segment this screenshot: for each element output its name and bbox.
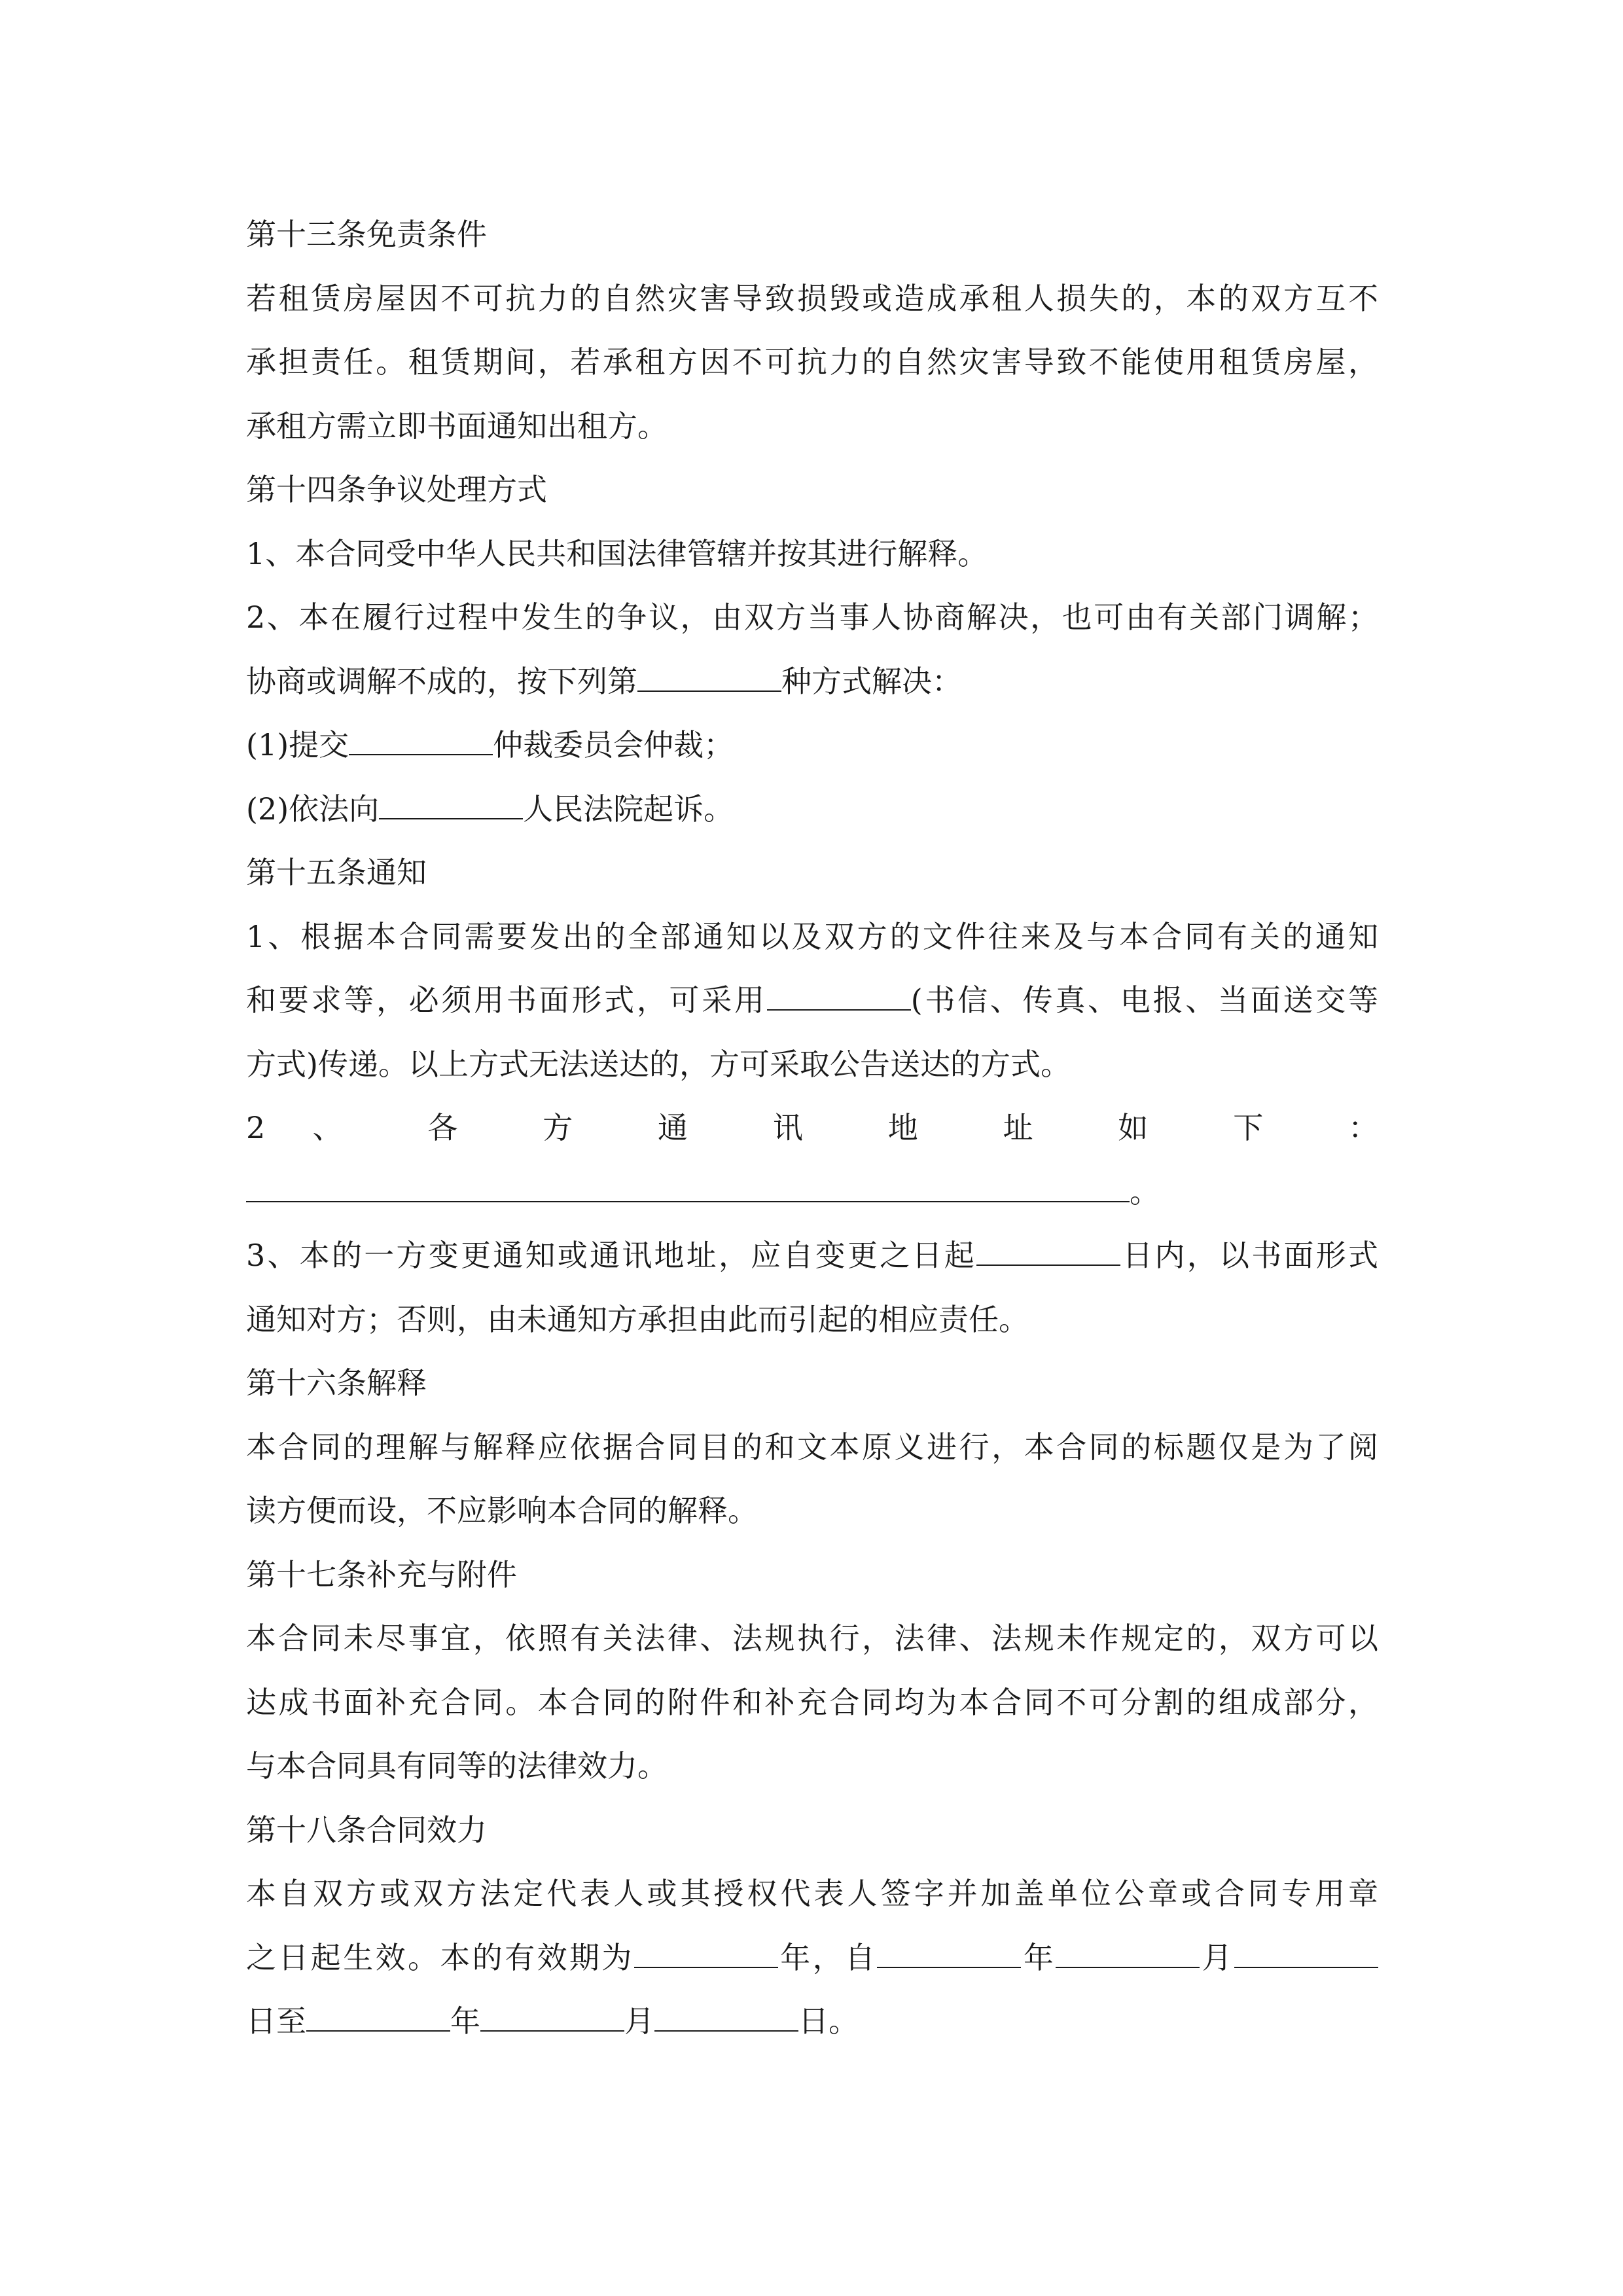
article-18-heading: 第十八条合同效力 bbox=[246, 1812, 487, 1848]
article-13-text: 承担责任。租赁期间，若承租方因不可抗力的自然灾害导致不能使用租赁房屋， bbox=[246, 344, 1378, 380]
text-run: 日内，以书面形式 bbox=[1120, 1238, 1378, 1273]
text-run: 之日起生效。本的有效期为 bbox=[246, 1939, 634, 1975]
article-18-text: 本自双方或双方法定代表人或其授权代表人签字并加盖单位公章或合同专用章 bbox=[246, 1876, 1378, 1911]
fill-in-blank bbox=[306, 2005, 450, 2032]
text-run: 。 bbox=[1130, 1174, 1160, 1210]
article-18-text bbox=[246, 1990, 1378, 2054]
spaced-char: 通 bbox=[658, 1110, 726, 1145]
article-17-heading: 第十七条补充与附件 bbox=[246, 1556, 517, 1592]
article-15-item-3: 通知对方；否则，由未通知方承担由此而引起的相应责任。 bbox=[246, 1301, 1029, 1337]
text-run: (2)依法向 bbox=[246, 791, 380, 827]
fill-in-blank bbox=[654, 2005, 798, 2032]
text-run: 月 bbox=[1200, 1939, 1235, 1975]
spaced-char: 方 bbox=[543, 1110, 611, 1145]
text-run: 月 bbox=[624, 2003, 654, 2039]
article-15-item-2 bbox=[246, 1096, 1378, 1160]
address-blank bbox=[246, 1176, 1130, 1202]
fill-in-blank bbox=[1234, 1942, 1378, 1968]
article-13-heading: 第十三条免责条件 bbox=[246, 217, 487, 252]
spaced-char: 下 bbox=[1233, 1110, 1301, 1145]
spaced-char: 2 bbox=[246, 1110, 266, 1145]
article-15-heading: 第十五条通知 bbox=[246, 855, 427, 890]
text-run: 3、本的一方变更通知或通讯地址，应自变更之日起 bbox=[246, 1238, 976, 1273]
article-15-item-1 bbox=[246, 969, 1378, 1033]
article-15-item-2 bbox=[246, 1160, 1378, 1225]
text-run: 种方式解决： bbox=[781, 663, 962, 699]
article-14-item-2 bbox=[246, 650, 1378, 714]
article-15-item-1: 方式)传递。以上方式无法送达的，方可采取公告送达的方式。 bbox=[246, 1046, 1071, 1082]
article-14-item-2: 2、本在履行过程中发生的争议，由双方当事人协商解决，也可由有关部门调解； bbox=[246, 600, 1378, 635]
text-run: 和要求等，必须用书面形式，可采用 bbox=[246, 982, 767, 1018]
fill-in-blank bbox=[634, 1942, 778, 1968]
article-15-item-3 bbox=[246, 1224, 1378, 1288]
article-17-text: 达成书面补充合同。本合同的附件和补充合同均为本合同不可分割的组成部分， bbox=[246, 1684, 1378, 1720]
text-run: (1)提交 bbox=[246, 727, 349, 762]
fill-in-blank bbox=[480, 2005, 624, 2032]
spaced-char: 址 bbox=[1003, 1110, 1071, 1145]
fill-in-blank bbox=[637, 666, 781, 692]
article-14-heading: 第十四条争议处理方式 bbox=[246, 472, 547, 507]
fill-in-blank bbox=[877, 1942, 1021, 1968]
article-16-heading: 第十六条解释 bbox=[246, 1365, 427, 1401]
fill-in-blank bbox=[976, 1240, 1120, 1266]
article-16-text: 本合同的理解与解释应依据合同目的和文本原义进行，本合同的标题仅是为了阅 bbox=[246, 1429, 1378, 1465]
spaced-char: 如 bbox=[1118, 1110, 1186, 1145]
fill-in-blank bbox=[767, 984, 911, 1011]
text-run: 年 bbox=[1021, 1939, 1056, 1975]
spaced-char: 地 bbox=[887, 1110, 956, 1145]
text-run: (书信、传真、电报、当面送交等 bbox=[910, 982, 1379, 1018]
article-13-text: 承租方需立即书面通知出租方。 bbox=[246, 408, 668, 444]
text-run: 仲裁委员会仲裁； bbox=[493, 727, 734, 762]
fill-in-blank bbox=[349, 729, 493, 755]
spaced-char: 讯 bbox=[772, 1110, 841, 1145]
document-page bbox=[246, 203, 1378, 2054]
article-18-text bbox=[246, 1926, 1378, 1990]
text-run: 日至 bbox=[246, 2003, 306, 2039]
article-17-text: 与本合同具有同等的法律效力。 bbox=[246, 1748, 668, 1784]
article-13-text: 若租赁房屋因不可抗力的自然灾害导致损毁或造成承租人损失的，本的双方互不 bbox=[246, 280, 1378, 316]
text-run: 日。 bbox=[798, 2003, 859, 2039]
text-run: 年 bbox=[450, 2003, 480, 2039]
article-15-item-1: 1、根据本合同需要发出的全部通知以及双方的文件往来及与本合同有关的通知 bbox=[246, 918, 1378, 954]
spaced-char: ： bbox=[1348, 1110, 1379, 1145]
article-14-item-1: 1、本合同受中华人民共和国法律管辖并按其进行解释。 bbox=[246, 535, 988, 571]
article-17-text: 本合同未尽事宜，依照有关法律、法规执行，法律、法规未作规定的，双方可以 bbox=[246, 1621, 1378, 1656]
fill-in-blank bbox=[1056, 1942, 1200, 1968]
article-14-option-1 bbox=[246, 713, 1378, 778]
text-run: 协商或调解不成的，按下列第 bbox=[246, 663, 637, 699]
spaced-char: 、 bbox=[312, 1110, 381, 1145]
article-14-option-2 bbox=[246, 778, 1378, 842]
fill-in-blank bbox=[379, 793, 523, 819]
text-run: 人民法院起诉。 bbox=[523, 791, 734, 827]
spaced-char: 各 bbox=[427, 1110, 495, 1145]
article-16-text: 读方便而设，不应影响本合同的解释。 bbox=[246, 1493, 758, 1528]
text-run: 年，自 bbox=[777, 1939, 878, 1975]
